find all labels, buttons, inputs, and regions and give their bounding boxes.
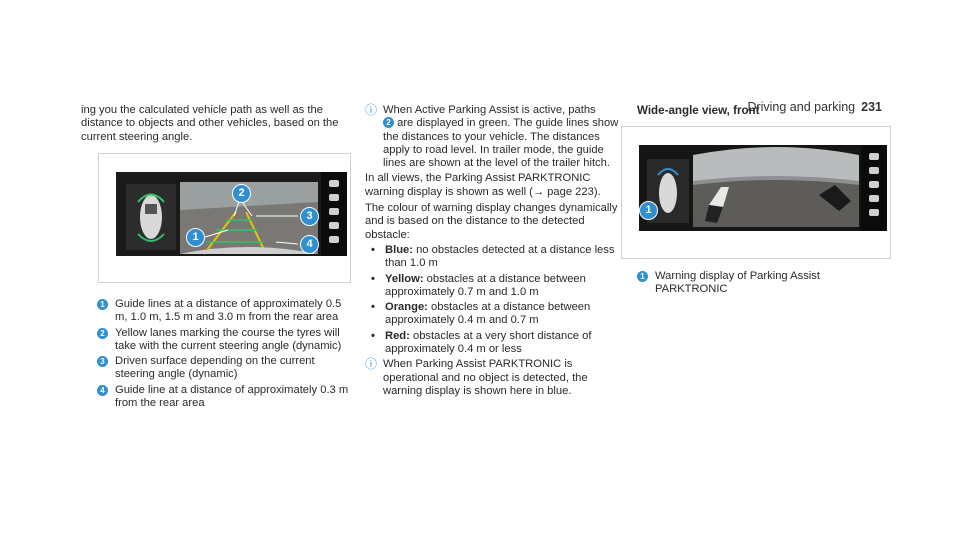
screen-icon-bar xyxy=(321,172,347,256)
list-item: • Blue: no obstacles detected at a distance less than 1.0 m xyxy=(371,243,615,270)
info-text-post: are displayed in green. The guide lines show the distances to your vehicle. The distances apply to road level. In trailer mode, the guide lines are shown at the level of the trailer hitch. xyxy=(383,117,619,170)
list-item: • Red: obstacles at a very short distance of approximately 0.4 m or less xyxy=(371,329,592,356)
marker-2: 2 xyxy=(232,184,251,203)
legend-num: 3 xyxy=(97,356,108,367)
legend-text: Yellow lanes marking the course the tyres will take with the current steering angle (dynamic) xyxy=(115,326,342,352)
wide-angle-screen xyxy=(639,145,887,231)
column-1 xyxy=(81,104,351,144)
car-topview-icon xyxy=(140,195,162,239)
list-item: • Orange: obstacles at a distance between approximately 0.4 m and 0.7 m xyxy=(371,301,591,327)
paragraph-views: In all views, the Parking Assist PARKTRONIC warning display is shown as well (→ page 223). xyxy=(365,172,601,198)
marker-1: 1 xyxy=(639,201,658,220)
colour-list xyxy=(365,244,625,356)
legend-col3 xyxy=(637,270,887,299)
info-note-text: When Parking Assist PARKTRONIC is operational and no object is detected, the warning display is shown here in blue. xyxy=(383,358,588,397)
legend-item xyxy=(97,298,352,325)
bullet-label: Orange: xyxy=(385,301,428,314)
marker-4: 4 xyxy=(300,235,319,254)
legend-num: 4 xyxy=(97,385,108,396)
paragraph-colour: The colour of warning display changes dynamically and is based on the distance to the detected obstacle: xyxy=(365,202,618,241)
bullet-text: no obstacles detected at a distance less than 1.0 m xyxy=(385,243,615,270)
legend-item xyxy=(97,327,352,354)
info-text-pre: When Active Parking Assist is active, paths xyxy=(383,104,596,116)
rear-camera-figure xyxy=(98,153,351,283)
legend-text: Warning display of Parking Assist PARKTRONIC xyxy=(655,270,820,296)
legend-num: 1 xyxy=(637,271,648,282)
legend-item xyxy=(97,355,352,382)
bullet-text: obstacles at a distance between approximately 0.4 m and 0.7 m xyxy=(385,301,591,327)
intro-text: ing you the calculated vehicle path as well as the distance to objects and other vehicles, based on the current steering angle. xyxy=(81,104,339,143)
inline-marker-2: 2 xyxy=(383,117,394,128)
legend-text: Guide lines at a distance of approximately 0.5 m, 1.0 m, 1.5 m and 3.0 m from the rear area xyxy=(115,298,342,324)
legend-item xyxy=(97,384,352,411)
info-note-1 xyxy=(365,104,625,170)
section-title: Driving and parking xyxy=(747,100,856,114)
wide-angle-figure xyxy=(621,126,891,259)
legend-col1 xyxy=(97,298,352,412)
screen-icon-bar xyxy=(861,145,887,231)
bullet-text: obstacles at a very short distance of approximately 0.4 m or less xyxy=(385,329,592,356)
wide-angle-view xyxy=(639,145,887,231)
info-note-text xyxy=(383,104,625,170)
legend-num: 1 xyxy=(97,299,108,310)
list-item: • Yellow: obstacles at a distance between approximately 0.7 m and 1.0 m xyxy=(371,272,586,298)
rear-camera-screen xyxy=(116,172,347,256)
column-2 xyxy=(365,104,625,398)
info-icon: ⓘ xyxy=(365,357,378,372)
section-subtitle: Wide-angle view, front xyxy=(637,104,760,117)
bullet-label: Yellow: xyxy=(385,272,424,285)
legend-text: Driven surface depending on the current steering angle (dynamic) xyxy=(115,355,315,381)
marker-3: 3 xyxy=(300,207,319,226)
info-note-2 xyxy=(365,358,625,398)
marker-1: 1 xyxy=(186,228,205,247)
bullet-label: Red: xyxy=(385,329,410,342)
bullet-text: obstacles at a distance between approximately 0.7 m and 1.0 m xyxy=(385,272,586,298)
page-number: 231 xyxy=(861,100,882,114)
legend-item xyxy=(637,270,887,297)
legend-text: Guide line at a distance of approximately 0.3 m from the rear area xyxy=(115,383,349,410)
legend-num: 2 xyxy=(97,328,108,339)
car-topview-icon xyxy=(659,173,677,213)
info-icon: ⓘ xyxy=(365,103,378,117)
bullet-label: Blue: xyxy=(385,243,413,256)
